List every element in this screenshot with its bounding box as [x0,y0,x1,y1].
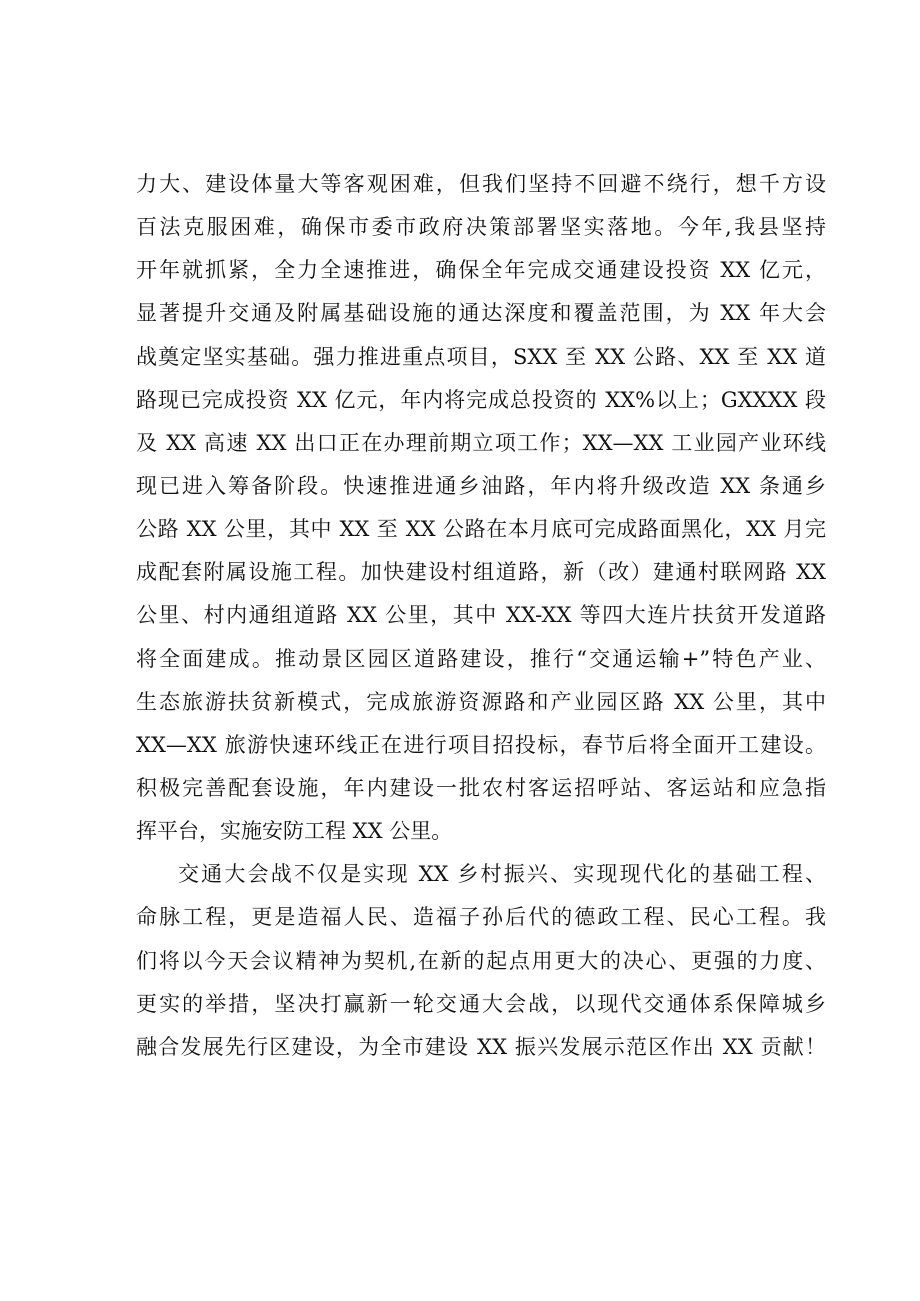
paragraph-line: 现已进入筹备阶段。快速推进通乡油路，年内将升级改造 XX 条通乡 [136,473,826,498]
paragraph-line: 更实的举措，坚决打赢新一轮交通大会战，以现代交通体系保障城乡 [136,991,826,1016]
paragraph-line: 们将以今天会议精神为契机,在新的起点用更大的决心、更强的力度、 [136,948,826,973]
document-body [136,163,826,1069]
paragraph-line: 力大、建设体量大等客观困难，但我们坚持不回避不绕行，想千方设 [136,172,826,196]
paragraph-line: 融合发展先行区建设，为全市建设 XX 振兴发展示范区作出 XX 贡献！ [136,1034,826,1059]
paragraph-line: 显著提升交通及附属基础设施的通达深度和覆盖范围，为 XX 年大会 [136,301,826,326]
paragraph-line: 战奠定坚实基础。强力推进重点项目，SXX 至 XX 公路、XX 至 XX 道 [136,344,826,369]
paragraph-line: 命脉工程，更是造福人民、造福子孙后代的德政工程、民心工程。我 [136,905,826,930]
paragraph-line: 生态旅游扶贫新模式，完成旅游资源路和产业园区路 XX 公里，其中 [136,689,826,714]
paragraph-line: XX—XX 旅游快速环线正在进行项目招投标，春节后将全面开工建设。 [136,732,826,757]
paragraph-line: 路现已完成投资 XX 亿元，年内将完成总投资的 XX%以上；GXXXX 段 [136,387,826,412]
paragraph-line: 将全面建成。推动景区园区道路建设，推行“交通运输+”特色产业、 [136,646,826,671]
paragraph-line: 及 XX 高速 XX 出口正在办理前期立项工作；XX—XX 工业园产业环线 [136,430,826,455]
paragraph-line: 公路 XX 公里，其中 XX 至 XX 公路在本月底可完成路面黑化，XX 月完 [136,517,826,542]
paragraph-line: 百法克服困难，确保市委市政府决策部署坚实落地。今年,我县坚持 [136,215,826,240]
paragraph-line: 交通大会战不仅是实现 XX 乡村振兴、实现现代化的基础工程、 [178,862,826,887]
paragraph-line: 积极完善配套设施，年内建设一批农村客运招呼站、客运站和应急指 [136,775,826,800]
paragraph-line: 成配套附属设施工程。加快建设村组道路，新（改）建通村联网路 XX [136,560,826,585]
paragraph-line: 挥平台，实施安防工程 XX 公里。 [136,819,453,844]
paragraph-1 [136,163,826,853]
paragraph-line: 公里、村内通组道路 XX 公里，其中 XX-XX 等四大连片扶贫开发道路 [136,603,826,628]
paragraph-2 [136,853,826,1069]
paragraph-line: 开年就抓紧，全力全速推进，确保全年完成交通建设投资 XX 亿元， [136,258,826,283]
